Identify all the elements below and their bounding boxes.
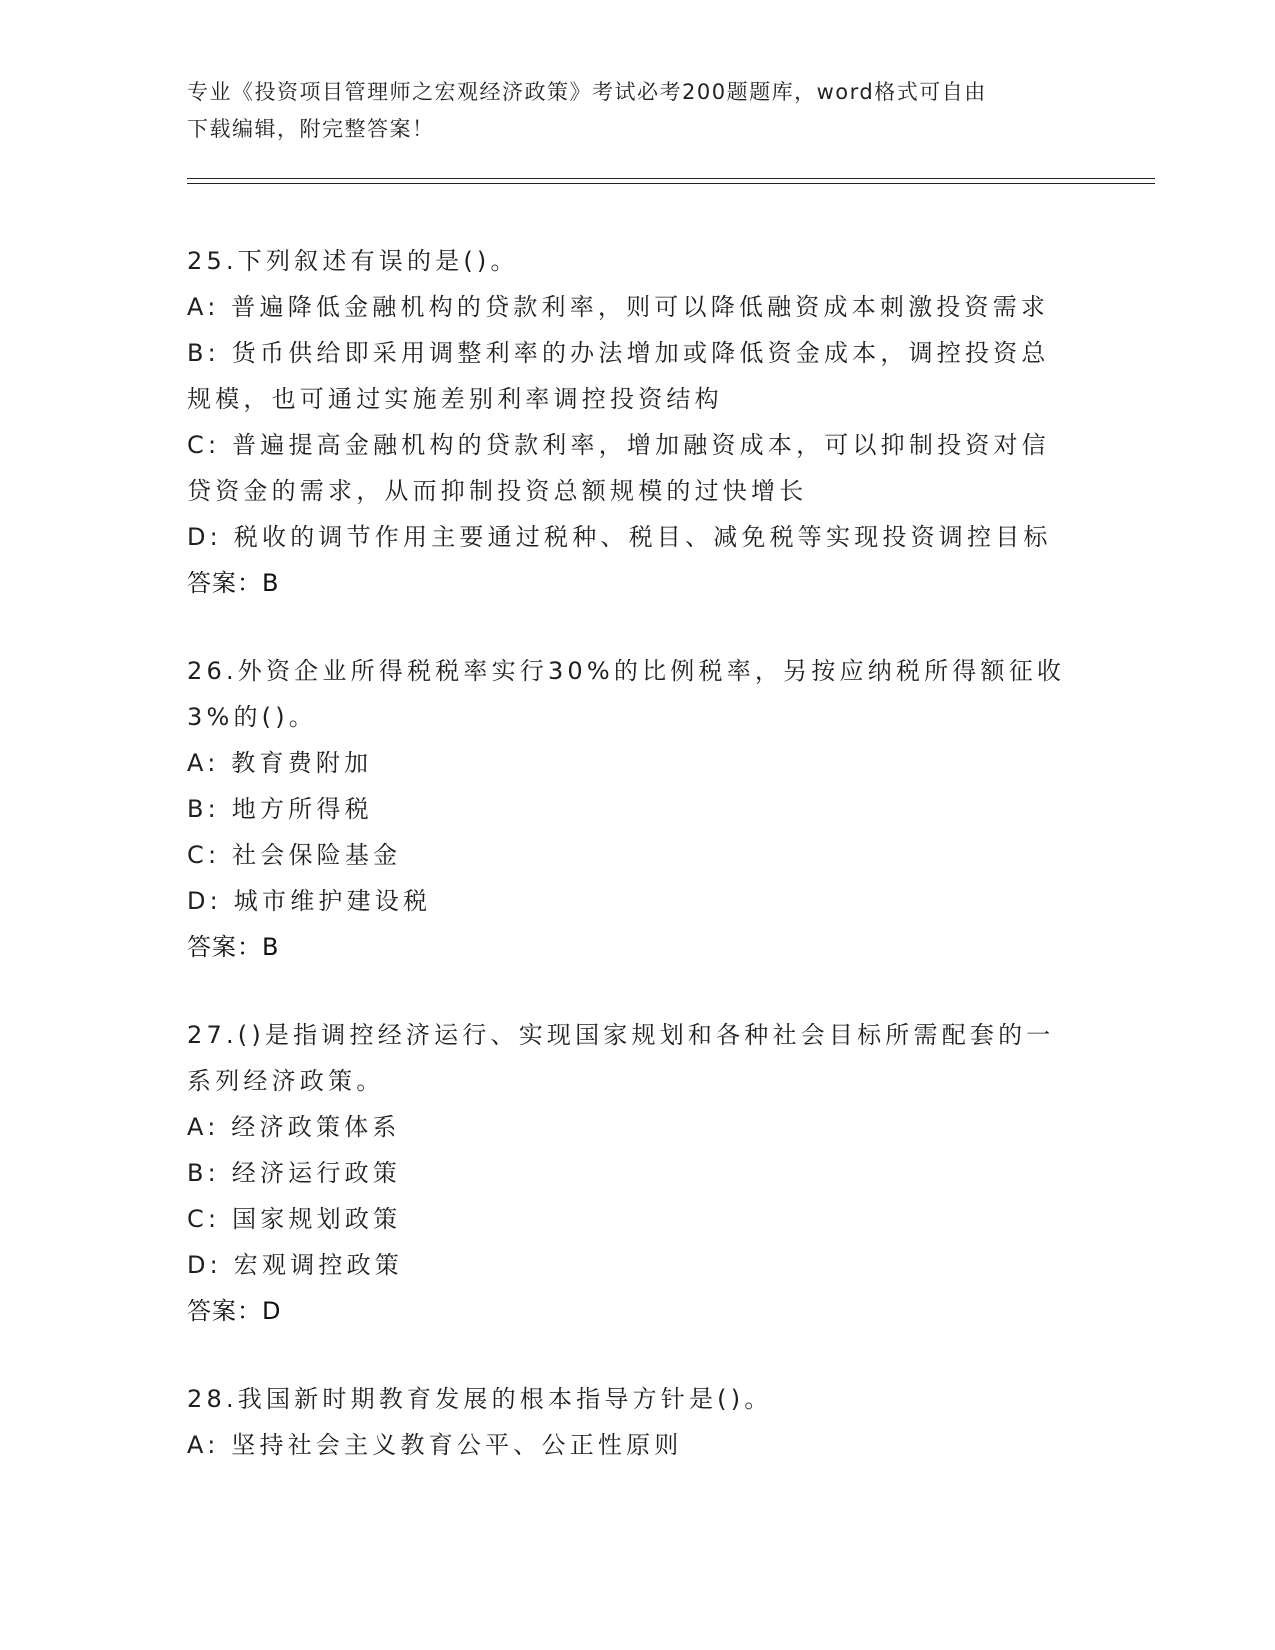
question-list [187,238,1087,1510]
option-text: B: 货币供给即采用调整利率的办法增加或降低资金成本，调控投资总 [187,339,1050,367]
document-header [187,74,1067,148]
question-block [187,1376,1087,1468]
question-text: 26.外资企业所得税税率实行30%的比例税率，另按应纳税所得额征收 [187,657,1066,685]
option-text: D: 宏观调控政策 [187,1251,403,1279]
option-text: 贷资金的需求，从而抑制投资总额规模的过快增长 [187,477,808,505]
option-text: C: 普遍提高金融机构的贷款利率，增加融资成本，可以抑制投资对信 [187,431,1050,459]
option-text: A: 经济政策体系 [187,1113,401,1141]
option-text: A: 教育费附加 [187,749,373,777]
option-text: C: 社会保险基金 [187,841,402,869]
option-text: A: 普遍降低金融机构的贷款利率，则可以降低融资成本刺激投资需求 [187,293,1050,321]
option-text: B: 地方所得税 [187,795,373,823]
option-text: B: 经济运行政策 [187,1159,401,1187]
question-text: 25.下列叙述有误的是()。 [187,247,519,275]
option-text: D: 城市维护建设税 [187,887,432,915]
question-text: 3%的()。 [187,703,318,731]
answer-text: 答案：D [187,1297,282,1325]
question-text: 28.我国新时期教育发展的根本指导方针是()。 [187,1385,773,1413]
header-divider-top [187,178,1155,179]
question-text: 27.()是指调控经济运行、实现国家规划和各种社会目标所需配套的一 [187,1021,1055,1049]
option-text: 规模，也可通过实施差别利率调控投资结构 [187,385,723,413]
option-text: D: 税收的调节作用主要通过税种、税目、减免税等实现投资调控目标 [187,523,1052,551]
header-line-2: 下载编辑，附完整答案！ [187,117,435,141]
answer-text: 答案：B [187,933,280,961]
option-text: A: 坚持社会主义教育公平、公正性原则 [187,1431,683,1459]
header-divider-bottom [187,183,1155,184]
question-block [187,648,1087,970]
header-line-1: 专业《投资项目管理师之宏观经济政策》考试必考200题题库，word格式可自由 [187,80,987,104]
question-block [187,1012,1087,1334]
option-text: C: 国家规划政策 [187,1205,402,1233]
answer-text: 答案：B [187,569,280,597]
question-text: 系列经济政策。 [187,1067,385,1095]
question-block [187,238,1087,606]
